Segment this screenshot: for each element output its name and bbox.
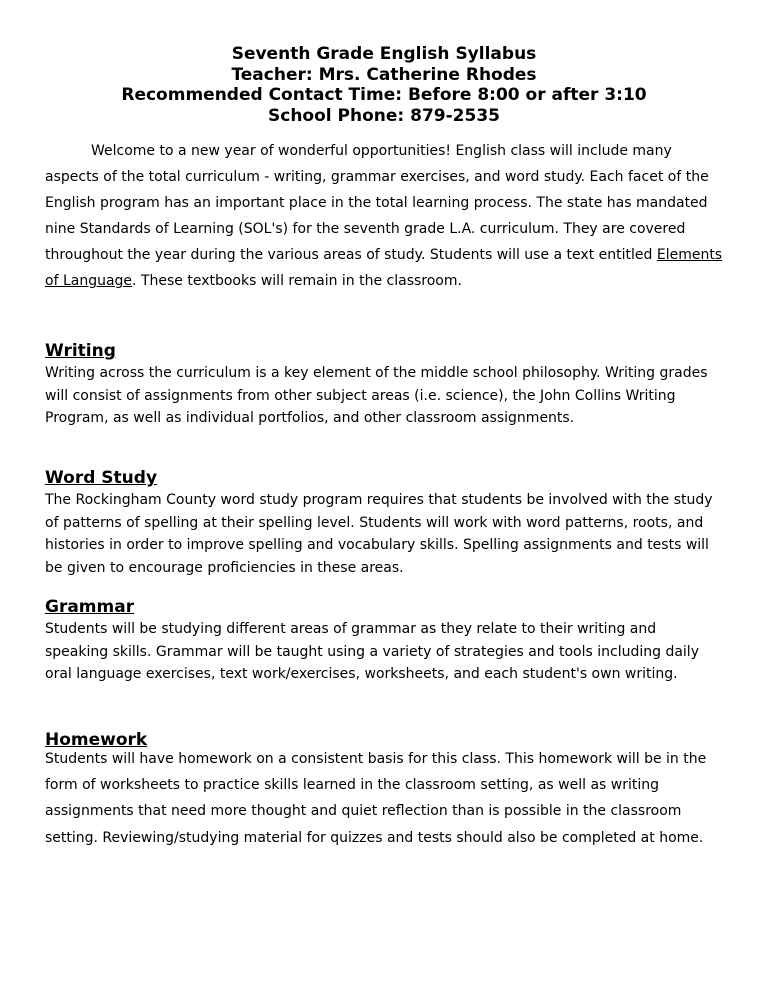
intro-text-after: . These textbooks will remain in the classroom. <box>132 273 462 289</box>
section-body-writing: Writing across the curriculum is a key element of the middle school philosophy. Writing grades will consist of assignments from other subject areas (i.e. science), the John Collins Writing Program, as well as individual portfolios, and other classroom assignments. <box>45 365 708 427</box>
teacher-line: Teacher: Mrs. Catherine Rhodes <box>231 64 537 85</box>
contact-time-line: Recommended Contact Time: Before 8:00 or after 3:10 <box>121 85 647 106</box>
section-body-word-study: The Rockingham County word study program requires that students be involved with the study of patterns of spelling at their spelling level. Students will work with word patterns, roots, and histories in order to improve spelling and vocabulary skills. Spelling assignments and tests will be given to encourage proficiencies in these areas. <box>45 492 713 576</box>
textbook-title: Elements of Language <box>45 247 723 289</box>
intro-paragraph <box>45 138 723 294</box>
section-heading-writing: Writing <box>45 341 116 361</box>
section-homework <box>45 729 723 851</box>
section-body-homework: Students will have homework on a consistent basis for this class. This homework will be in the form of worksheets to practice skills learned in the classroom setting, as well as writing assignments that need more thought and quiet reflection than is possible in the classroom setting. Reviewing/studying material for quizzes and tests should also be completed at home. <box>45 751 707 846</box>
section-body-grammar: Students will be studying different areas of grammar as they relate to their writing and speaking skills. Grammar will be taught using a variety of strategies and tools including daily oral language exercises, text work/exercises, worksheets, and each student's own writing. <box>45 621 699 683</box>
syllabus-header <box>0 44 768 126</box>
section-heading-word-study: Word Study <box>45 468 158 488</box>
section-grammar <box>45 596 723 686</box>
section-word-study <box>45 467 723 579</box>
section-writing <box>45 340 723 430</box>
section-heading-grammar: Grammar <box>45 597 135 617</box>
intro-text-before: Welcome to a new year of wonderful opportunities! English class will include many aspects of the total curriculum - writing, grammar exercises, and word study. Each facet of the English program has an important place in the total learning process. The state has mandated nine Standards of Learning (SOL's) for the seventh grade L.A. curriculum. They are covered throughout the year during the various areas of study. Students will use a text entitled <box>45 143 709 263</box>
document-title: Seventh Grade English Syllabus <box>231 44 537 64</box>
section-heading-homework: Homework <box>45 730 148 750</box>
school-phone-line: School Phone: 879-2535 <box>268 105 500 126</box>
